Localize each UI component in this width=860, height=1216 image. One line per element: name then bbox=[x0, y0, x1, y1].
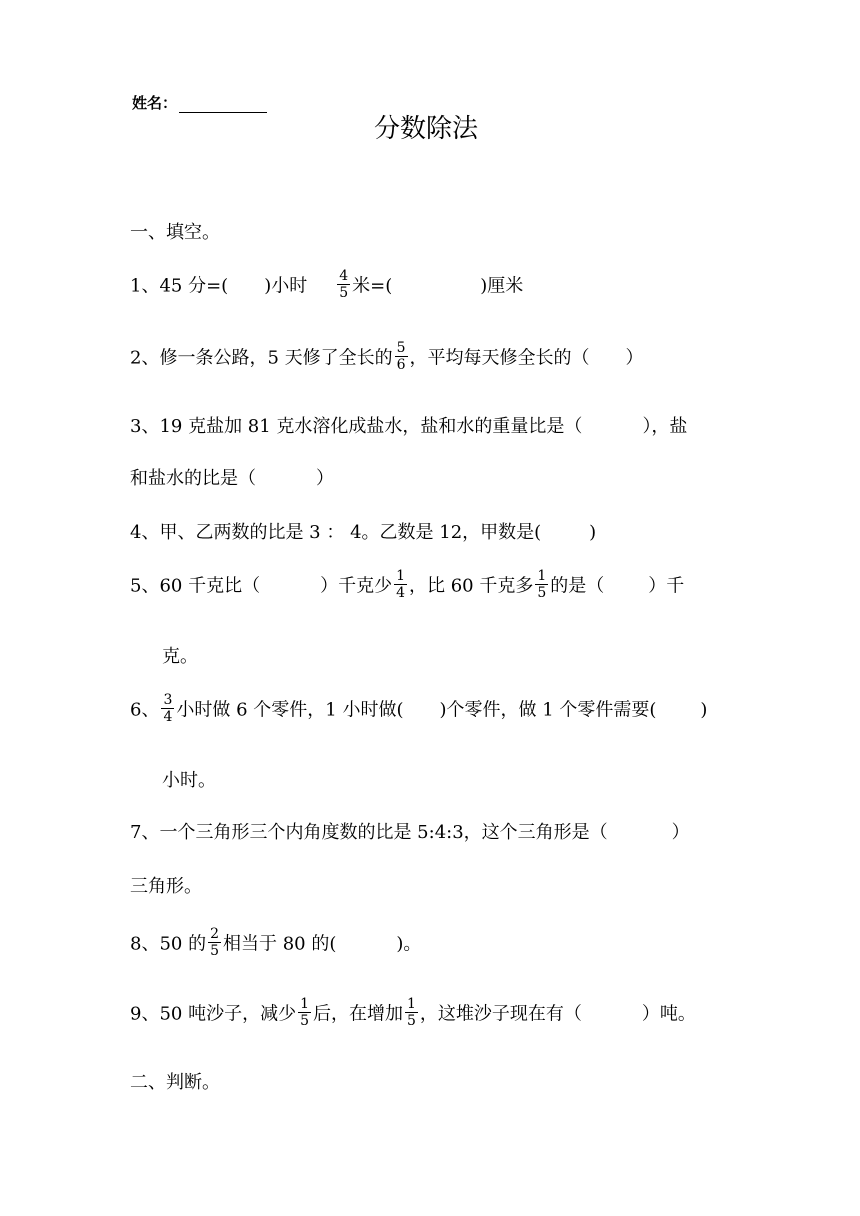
question-4 bbox=[130, 518, 596, 544]
q3-text-b: ），盐 bbox=[642, 416, 688, 437]
q5-text-c: ，比 60 千克多 bbox=[409, 575, 534, 597]
q9-text-c: ，这堆沙子现在有（ bbox=[419, 1003, 582, 1025]
question-1 bbox=[130, 270, 523, 303]
q4-text-b: ) bbox=[589, 522, 597, 543]
q5-text-f: 克。 bbox=[162, 646, 198, 667]
q9-text-b: 后，在增加 bbox=[313, 1003, 403, 1025]
q2-text-b: ，平均每天修全长的（ bbox=[409, 347, 590, 369]
q6-text-d: ) bbox=[700, 699, 708, 721]
q4-text-a: 4、甲、乙两数的比是 3 ： 4。乙数是 12，甲数是( bbox=[130, 522, 542, 543]
q1-text-c: 米=( bbox=[352, 275, 393, 297]
q1-text-d: )厘米 bbox=[480, 275, 524, 297]
q1-text-b: )小时 bbox=[264, 275, 308, 297]
q3-text-a: 3、19 克盐加 81 克水溶化成盐水，盐和水的重量比是（ bbox=[130, 416, 583, 437]
q9-text-a: 9、50 吨沙子，减少 bbox=[130, 1003, 297, 1025]
q1-text-a: 1、45 分=( bbox=[130, 275, 229, 297]
question-3-line-2 bbox=[130, 464, 334, 490]
q6-text-e: 小时。 bbox=[162, 770, 216, 791]
question-7-line-1 bbox=[130, 818, 690, 844]
q8-fraction: $\frac{2}{5}$ bbox=[210, 926, 219, 959]
question-8 bbox=[130, 928, 421, 961]
name-blank-line[interactable] bbox=[179, 98, 267, 113]
q2-text-c: ） bbox=[625, 347, 644, 369]
q6-fraction: $\frac{3}{4}$ bbox=[163, 692, 173, 725]
q5-text-e: ）千 bbox=[648, 575, 685, 597]
q6-text-a: 6、 bbox=[130, 699, 160, 721]
q9-fraction-2: $\frac{1}{5}$ bbox=[407, 996, 416, 1029]
question-3-line-1 bbox=[130, 412, 687, 438]
q7-text-a: 7、一个三角形三个内角度数的比是 5:4:3，这个三角形是（ bbox=[130, 822, 608, 843]
q9-text-d: ）吨。 bbox=[641, 1003, 696, 1025]
q2-text-a: 2、修一条公路，5 天修了全长的 bbox=[130, 347, 393, 369]
q6-text-b: 小时做 6 个零件，1 小时做( bbox=[176, 699, 404, 721]
q5-text-b: ）千克少 bbox=[320, 575, 393, 597]
q9-fraction-1: $\frac{1}{5}$ bbox=[300, 996, 309, 1029]
q1-fraction: $\frac{4}{5}$ bbox=[339, 268, 349, 301]
question-6-line-1 bbox=[130, 694, 707, 727]
q6-text-c: )个零件，做 1 个零件需要( bbox=[439, 699, 657, 721]
q7-text-c: 三角形。 bbox=[130, 876, 202, 897]
question-5-line-1 bbox=[130, 570, 684, 603]
name-field[interactable] bbox=[132, 92, 267, 113]
q8-text-b: 相当于 80 的( bbox=[223, 933, 337, 955]
question-2 bbox=[130, 342, 644, 375]
q5-fraction-2: $\frac{1}{5}$ bbox=[537, 568, 547, 601]
section-judge-heading: 二、判断。 bbox=[130, 1072, 220, 1093]
q3-text-c: 和盐水的比是（ bbox=[130, 468, 256, 489]
q8-text-c: )。 bbox=[396, 933, 422, 955]
q5-fraction-1: $\frac{1}{4}$ bbox=[396, 568, 405, 601]
q8-text-a: 8、50 的 bbox=[130, 933, 207, 955]
section-fill-heading: 一、填空。 bbox=[130, 222, 220, 243]
page-title: 分数除法 bbox=[374, 114, 479, 144]
q3-text-d: ） bbox=[316, 468, 334, 489]
q5-text-d: 的是（ bbox=[550, 575, 605, 597]
question-9 bbox=[130, 998, 696, 1031]
q2-fraction: $\frac{5}{6}$ bbox=[396, 340, 406, 373]
q5-text-a: 5、60 千克比（ bbox=[130, 575, 261, 597]
name-label: 姓名： bbox=[132, 94, 178, 112]
q7-text-b: ） bbox=[671, 822, 690, 843]
